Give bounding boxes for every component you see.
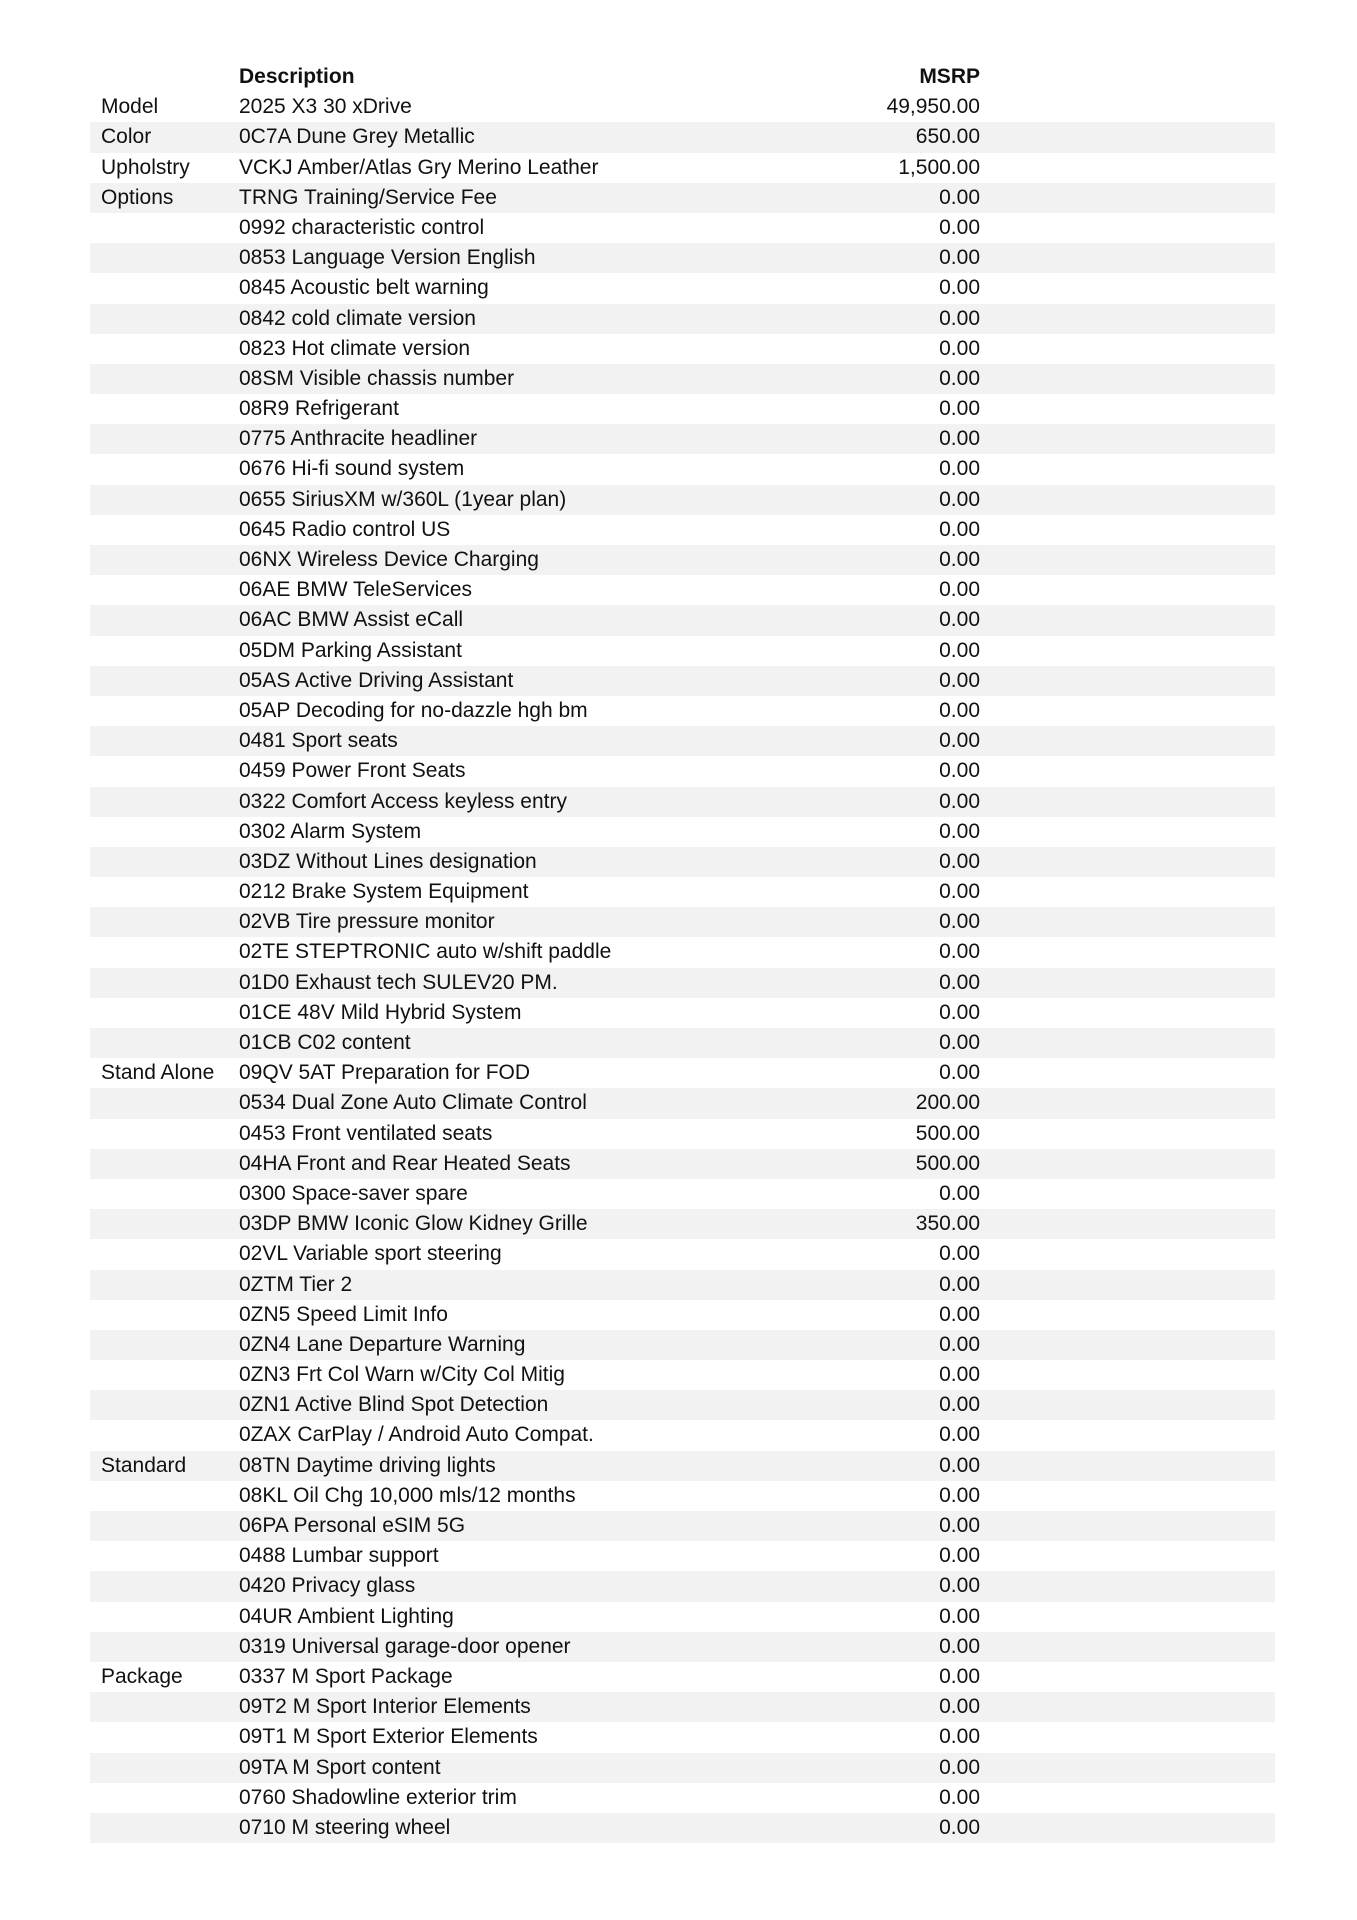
row-msrp: 0.00	[939, 1181, 980, 1205]
row-category: Standard	[101, 1453, 187, 1477]
row-category: Options	[101, 185, 174, 209]
row-msrp: 0.00	[939, 1423, 980, 1447]
table-row	[90, 334, 1275, 364]
table-row	[90, 726, 1275, 756]
row-msrp: 0.00	[939, 668, 980, 692]
table-row	[90, 1481, 1275, 1511]
table-row	[90, 213, 1275, 243]
row-description: 0481 Sport seats	[239, 729, 398, 753]
row-msrp: 0.00	[939, 1604, 980, 1628]
row-description: 0775 Anthracite headliner	[239, 427, 478, 451]
table-row	[90, 1662, 1275, 1692]
row-description: 0459 Power Front Seats	[239, 759, 466, 783]
row-msrp: 500.00	[915, 1151, 980, 1175]
table-row	[90, 787, 1275, 817]
row-description: 0845 Acoustic belt warning	[239, 276, 489, 300]
table-row	[90, 183, 1275, 213]
row-msrp: 0.00	[939, 698, 980, 722]
row-msrp: 650.00	[915, 125, 980, 149]
row-msrp: 0.00	[939, 789, 980, 813]
table-row	[90, 1179, 1275, 1209]
row-description: 09QV 5AT Preparation for FOD	[239, 1061, 531, 1085]
row-msrp: 1,500.00	[898, 155, 980, 179]
row-msrp: 0.00	[939, 1483, 980, 1507]
row-msrp: 0.00	[939, 1514, 980, 1537]
row-msrp: 0.00	[939, 1242, 980, 1266]
row-msrp: 0.00	[939, 306, 980, 330]
table-row	[90, 1813, 1275, 1843]
row-description: 0ZTM Tier 2	[239, 1272, 353, 1296]
table-row	[90, 1390, 1275, 1420]
row-description: 0534 Dual Zone Auto Climate Control	[239, 1091, 587, 1115]
table-row	[90, 907, 1275, 937]
row-description: 06PA Personal eSIM 5G	[239, 1514, 466, 1537]
row-description: TRNG Training/Service Fee	[239, 185, 497, 209]
header-msrp: MSRP	[919, 65, 980, 88]
row-description: 02VB Tire pressure monitor	[239, 910, 495, 934]
table-row	[90, 364, 1275, 394]
row-msrp: 0.00	[939, 1332, 980, 1356]
row-description: 06AC BMW Assist eCall	[239, 608, 464, 632]
row-description: 02VL Variable sport steering	[239, 1242, 502, 1266]
row-description: 03DZ Without Lines designation	[239, 849, 537, 873]
table-row	[90, 1330, 1275, 1360]
row-description: 0212 Brake System Equipment	[239, 880, 529, 904]
table-row	[90, 1119, 1275, 1149]
row-description: 06AE BMW TeleServices	[239, 578, 473, 602]
row-msrp: 0.00	[939, 970, 980, 994]
table-row	[90, 877, 1275, 907]
row-category: Model	[101, 95, 159, 119]
row-msrp: 0.00	[939, 1815, 980, 1839]
row-msrp: 0.00	[939, 548, 980, 571]
row-description: 01CB C02 content	[239, 1031, 411, 1054]
row-msrp: 0.00	[939, 487, 980, 511]
row-category: Stand Alone	[101, 1061, 215, 1085]
table-row	[90, 817, 1275, 847]
table-row	[90, 153, 1275, 183]
row-description: 0ZN4 Lane Departure Warning	[239, 1332, 526, 1356]
row-description: 0ZN1 Active Blind Spot Detection	[239, 1393, 549, 1417]
table-row	[90, 1783, 1275, 1813]
row-category: Upholstry	[101, 155, 190, 179]
msrp-table	[90, 62, 1275, 1843]
table-row	[90, 575, 1275, 605]
table-row	[90, 304, 1275, 334]
row-msrp: 0.00	[939, 940, 980, 964]
row-description: 0ZN5 Speed Limit Info	[239, 1302, 448, 1326]
table-row	[90, 92, 1275, 122]
table-row	[90, 756, 1275, 786]
table-row	[90, 636, 1275, 666]
table-row	[90, 1541, 1275, 1571]
header-description: Description	[239, 65, 355, 88]
row-msrp: 0.00	[939, 336, 980, 360]
row-description: 08TN Daytime driving lights	[239, 1453, 496, 1477]
row-description: 2025 X3 30 xDrive	[239, 95, 412, 119]
row-msrp: 0.00	[939, 759, 980, 783]
table-row	[90, 1571, 1275, 1601]
row-msrp: 0.00	[939, 729, 980, 753]
row-description: 0760 Shadowline exterior trim	[239, 1785, 517, 1809]
row-description: 0823 Hot climate version	[239, 336, 471, 360]
row-msrp: 0.00	[939, 185, 980, 209]
row-msrp: 0.00	[939, 276, 980, 300]
row-description: 09T2 M Sport Interior Elements	[239, 1695, 531, 1719]
row-msrp: 0.00	[939, 910, 980, 934]
table-row	[90, 1753, 1275, 1783]
table-row	[90, 273, 1275, 303]
row-msrp: 49,950.00	[886, 95, 980, 119]
row-description: 0655 SiriusXM w/360L (1year plan)	[239, 487, 567, 511]
row-description: 0676 Hi-fi sound system	[239, 457, 465, 481]
row-description: 09T1 M Sport Exterior Elements	[239, 1725, 538, 1749]
row-msrp: 0.00	[939, 1453, 980, 1477]
table-row	[90, 998, 1275, 1028]
table-row	[90, 485, 1275, 515]
row-description: 03DP BMW Iconic Glow Kidney Grille	[239, 1212, 588, 1236]
row-description: 05DM Parking Assistant	[239, 638, 462, 662]
table-row	[90, 1028, 1275, 1058]
table-row	[90, 1692, 1275, 1722]
table-row	[90, 1420, 1275, 1450]
row-msrp: 0.00	[939, 819, 980, 843]
row-description: 0ZN3 Frt Col Warn w/City Col Mitig	[239, 1363, 565, 1387]
row-msrp: 0.00	[939, 1574, 980, 1598]
row-msrp: 0.00	[939, 1061, 980, 1085]
row-msrp: 0.00	[939, 608, 980, 632]
row-description: 05AP Decoding for no-dazzle hgh bm	[239, 698, 588, 722]
row-description: 0488 Lumbar support	[239, 1544, 439, 1568]
row-description: 0853 Language Version English	[239, 246, 536, 270]
row-description: 0322 Comfort Access keyless entry	[239, 789, 567, 813]
row-description: 0842 cold climate version	[239, 306, 476, 330]
row-msrp: 350.00	[915, 1212, 980, 1236]
row-description: 09TA M Sport content	[239, 1755, 441, 1779]
row-description: 0453 Front ventilated seats	[239, 1121, 493, 1145]
row-description: 04UR Ambient Lighting	[239, 1604, 454, 1628]
row-description: 06NX Wireless Device Charging	[239, 548, 539, 571]
row-description: 0710 M steering wheel	[239, 1815, 451, 1839]
row-description: 05AS Active Driving Assistant	[239, 668, 514, 692]
row-msrp: 0.00	[939, 215, 980, 239]
row-msrp: 0.00	[939, 1785, 980, 1809]
row-msrp: 0.00	[939, 1634, 980, 1658]
table-row	[90, 1149, 1275, 1179]
table-row	[90, 1511, 1275, 1541]
row-description: 02TE STEPTRONIC auto w/shift paddle	[239, 940, 612, 964]
table-row	[90, 243, 1275, 273]
row-description: 0645 Radio control US	[239, 517, 451, 541]
row-description: 0319 Universal garage-door opener	[239, 1634, 571, 1658]
row-msrp: 0.00	[939, 1031, 980, 1054]
table-row	[90, 424, 1275, 454]
row-msrp: 0.00	[939, 1695, 980, 1719]
table-row	[90, 454, 1275, 484]
row-description: 0300 Space-saver spare	[239, 1181, 468, 1205]
table-row	[90, 122, 1275, 152]
row-msrp: 0.00	[939, 578, 980, 602]
row-msrp: 0.00	[939, 246, 980, 270]
row-msrp: 0.00	[939, 427, 980, 451]
row-msrp: 0.00	[939, 638, 980, 662]
row-msrp: 0.00	[939, 1664, 980, 1688]
row-msrp: 0.00	[939, 1755, 980, 1779]
table-row	[90, 1722, 1275, 1752]
table-row	[90, 1239, 1275, 1269]
row-description: 0302 Alarm System	[239, 819, 422, 843]
table-row	[90, 1300, 1275, 1330]
row-msrp: 0.00	[939, 457, 980, 481]
row-msrp: 0.00	[939, 1544, 980, 1568]
row-description: 0ZAX CarPlay / Android Auto Compat.	[239, 1423, 594, 1447]
table-row	[90, 666, 1275, 696]
table-row	[90, 847, 1275, 877]
row-description: VCKJ Amber/Atlas Gry Merino Leather	[239, 155, 599, 179]
table-body	[90, 92, 1275, 1843]
table-row	[90, 605, 1275, 635]
table-row	[90, 1632, 1275, 1662]
row-msrp: 0.00	[939, 366, 980, 390]
row-msrp: 0.00	[939, 1000, 980, 1024]
table-header-row	[90, 62, 1275, 92]
row-msrp: 0.00	[939, 517, 980, 541]
row-description: 0420 Privacy glass	[239, 1574, 416, 1598]
row-category: Color	[101, 125, 152, 149]
row-msrp: 0.00	[939, 1725, 980, 1749]
table-row	[90, 696, 1275, 726]
table-row	[90, 1602, 1275, 1632]
row-msrp: 0.00	[939, 1363, 980, 1387]
row-description: 0337 M Sport Package	[239, 1664, 453, 1688]
row-msrp: 0.00	[939, 849, 980, 873]
table-row	[90, 1270, 1275, 1300]
row-description: 0C7A Dune Grey Metallic	[239, 125, 475, 149]
row-description: 0992 characteristic control	[239, 215, 485, 239]
table-row	[90, 937, 1275, 967]
table-row	[90, 545, 1275, 575]
table-row	[90, 515, 1275, 545]
table-row	[90, 1209, 1275, 1239]
row-description: 08R9 Refrigerant	[239, 397, 399, 421]
row-msrp: 200.00	[915, 1091, 980, 1115]
row-description: 01D0 Exhaust tech SULEV20 PM.	[239, 970, 558, 994]
row-msrp: 0.00	[939, 397, 980, 421]
row-msrp: 0.00	[939, 1302, 980, 1326]
table-row	[90, 1451, 1275, 1481]
table-row	[90, 1058, 1275, 1088]
row-msrp: 0.00	[939, 1272, 980, 1296]
table-row	[90, 1088, 1275, 1118]
row-msrp: 0.00	[939, 1393, 980, 1417]
row-description: 01CE 48V Mild Hybrid System	[239, 1000, 522, 1024]
table-row	[90, 968, 1275, 998]
table-row	[90, 394, 1275, 424]
row-description: 08KL Oil Chg 10,000 mls/12 months	[239, 1483, 576, 1507]
row-description: 08SM Visible chassis number	[239, 366, 515, 390]
row-category: Package	[101, 1664, 183, 1688]
row-msrp: 0.00	[939, 880, 980, 904]
row-description: 04HA Front and Rear Heated Seats	[239, 1151, 571, 1175]
row-msrp: 500.00	[915, 1121, 980, 1145]
table-row	[90, 1360, 1275, 1390]
